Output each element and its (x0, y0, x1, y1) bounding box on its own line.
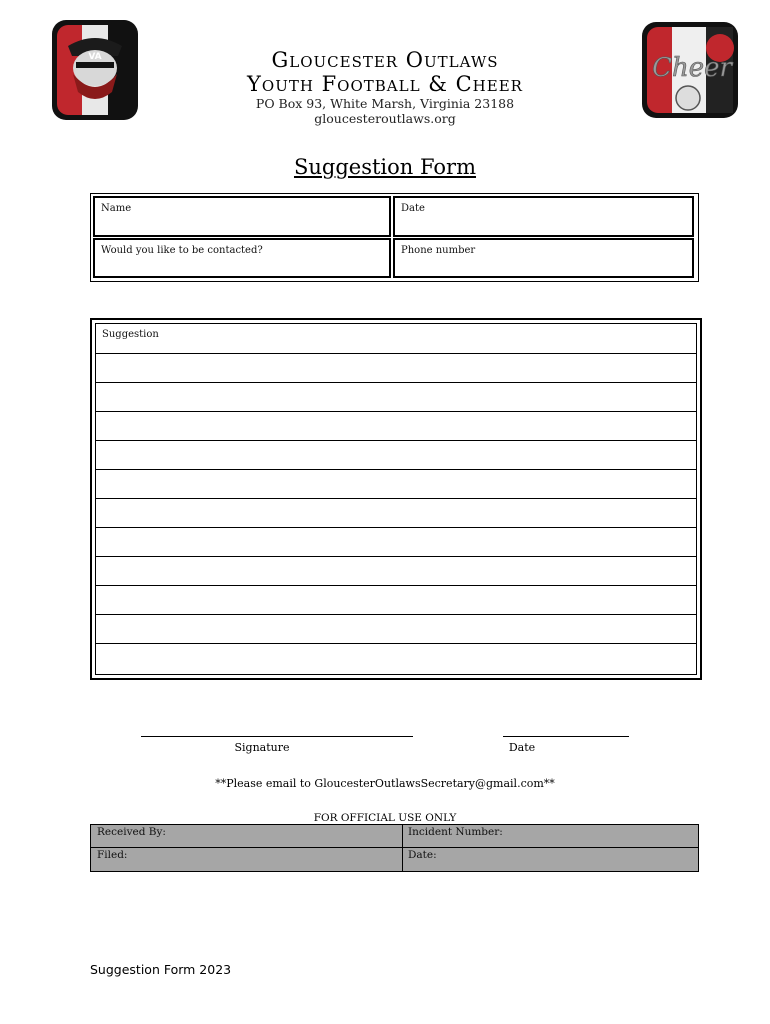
phone-field[interactable] (393, 238, 694, 278)
official-divider-vertical (402, 825, 403, 871)
suggestion-box[interactable] (90, 318, 702, 680)
writing-line (96, 469, 696, 470)
outlaws-va-logo-icon (46, 16, 144, 124)
official-date-label: Date: (408, 849, 437, 861)
official-use-heading: FOR OFFICIAL USE ONLY (313, 812, 457, 824)
filed-label: Filed: (97, 849, 128, 861)
official-divider-horizontal (91, 847, 698, 848)
org-name-line2: Youth Football & Cheer (247, 72, 523, 96)
suggestion-label: Suggestion (102, 329, 159, 340)
cheer-logo-icon (636, 18, 744, 122)
writing-line (96, 527, 696, 528)
contact-preference-label: Would you like to be contacted? (101, 245, 263, 256)
contact-preference-field[interactable] (93, 238, 391, 278)
writing-line (96, 614, 696, 615)
writing-line (96, 585, 696, 586)
svg-text:VA: VA (88, 52, 102, 62)
org-website: gloucesteroutlaws.org (314, 111, 456, 126)
page-footer: Suggestion Form 2023 (90, 962, 232, 977)
suggestion-lines (95, 323, 697, 675)
date-field[interactable] (393, 196, 694, 237)
writing-line (96, 643, 696, 644)
signature-date-line[interactable] (503, 736, 629, 737)
incident-number-label: Incident Number: (408, 826, 503, 838)
date-label: Date (401, 203, 425, 214)
signature-line[interactable] (141, 736, 413, 737)
svg-text:Cheer: Cheer (652, 53, 732, 83)
signature-date-label: Date (508, 741, 536, 754)
email-instruction: **Please email to GloucesterOutlawsSecretary@gmail.com** (215, 777, 555, 790)
writing-line (96, 382, 696, 383)
phone-label: Phone number (401, 245, 476, 256)
signature-label: Signature (234, 741, 290, 754)
writing-line (96, 411, 696, 412)
writing-line (96, 556, 696, 557)
writing-line (96, 440, 696, 441)
name-label: Name (101, 203, 132, 214)
form-title: Suggestion Form (293, 155, 477, 179)
name-field[interactable] (93, 196, 391, 237)
received-by-label: Received By: (97, 826, 166, 838)
org-address: PO Box 93, White Marsh, Virginia 23188 (255, 96, 515, 111)
writing-line (96, 353, 696, 354)
writing-line (96, 498, 696, 499)
contact-info-table (90, 193, 699, 282)
org-name-line1: Gloucester Outlaws (271, 48, 499, 72)
official-use-table (90, 824, 699, 872)
